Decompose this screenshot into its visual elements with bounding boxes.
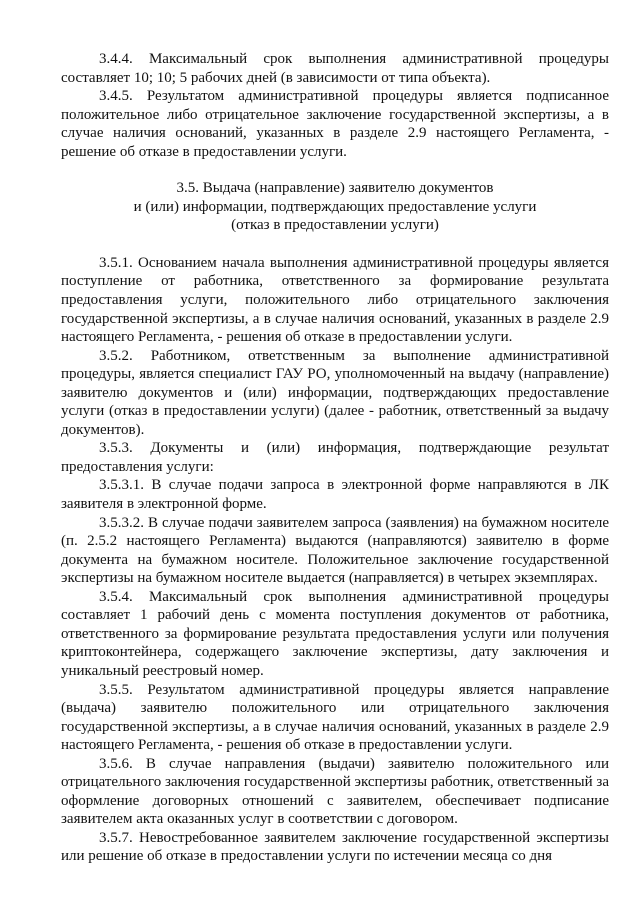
paragraph-3-5-6: 3.5.6. В случае направления (выдачи) заявителю положительного или отрицательного заключения государственной экспертизы работник, ответственный за оформление договорных отношений с заявителем, обеспечивает подписание заявителем акта оказанных услуг в соответствии с договором. xyxy=(61,755,609,828)
spacer xyxy=(61,161,609,179)
paragraph-3-5-3-2: 3.5.3.2. В случае подачи заявителем запроса (заявления) на бумажном носителе (п. 2.5.2 настоящего Регламента) выдаются (направляются) заявителю в форме документа на бумажном носителе. Положительное заключение государственной экспертизы на бумажном носителе выдается (направляется) в четырех экземплярах. xyxy=(61,514,609,587)
paragraph-3-5-5: 3.5.5. Результатом административной процедуры является направление (выдача) заявителю положительного или отрицательного заключения государственной экспертизы, а в случае наличия оснований, указанных в разделе 2.9 настоящего Регламента, - решения об отказе в предоставлении услуги. xyxy=(61,681,609,754)
section-heading-line-2: и (или) информации, подтверждающих предоставление услуги xyxy=(133,198,537,215)
paragraph-3-5-4: 3.5.4. Максимальный срок выполнения административной процедуры составляет 1 рабочий день с момента поступления документов от работника, ответственного за формирование результата предоставления услуги или получения криптоконтейнера, содержащего заключение экспертизы, дату заключения и уникальный реестровый номер. xyxy=(61,588,609,679)
spacer xyxy=(61,235,609,254)
document-page xyxy=(61,50,609,866)
section-heading-line-3: (отказ в предоставлении услуги) xyxy=(231,217,439,234)
paragraph-3-4-4: 3.4.4. Максимальный срок выполнения административной процедуры составляет 10; 10; 5 рабочих дней (в зависимости от типа объекта). xyxy=(61,51,609,86)
paragraph-3-5-1: 3.5.1. Основанием начала выполнения административной процедуры является поступление от работника, ответственного за формирование результата предоставления услуги, положительного либо отрицательного заключения государственной экспертизы, а в случае наличия оснований, указанных в разделе 2.9 настоящего Регламента, - решения об отказе в предоставлении услуги. xyxy=(61,254,609,346)
paragraph-3-5-7: 3.5.7. Невостребованное заявителем заключение государственной экспертизы или решение об отказе в предоставлении услуги по истечении месяца со дня xyxy=(61,829,609,865)
paragraph-3-5-3: 3.5.3. Документы и (или) информация, подтверждающие результат предоставления услуги: xyxy=(61,440,609,475)
paragraph-3-5-2: 3.5.2. Работником, ответственным за выполнение административной процедуры, является специалист ГАУ РО, уполномоченный на выдачу (направление) заявителю документов и (или) информации, подтверждающих предоставление услуги (отказ в предоставлении услуги) (далее - работник, ответственный за выдачу документов). xyxy=(61,347,609,438)
paragraph-3-4-5: 3.4.5. Результатом административной процедуры является подписанное положительное либо отрицательное заключение государственной экспертизы, а в случае наличия оснований, указанных в разделе 2.9 настоящего Регламента, - решение об отказе в предоставлении услуги. xyxy=(61,88,609,160)
section-heading-3-5 xyxy=(61,179,609,235)
section-heading-line-1: 3.5. Выдача (направление) заявителю документов xyxy=(176,180,494,197)
paragraph-3-5-3-1: 3.5.3.1. В случае подачи запроса в электронной форме направляются в ЛК заявителя в электронной форме. xyxy=(61,477,609,513)
